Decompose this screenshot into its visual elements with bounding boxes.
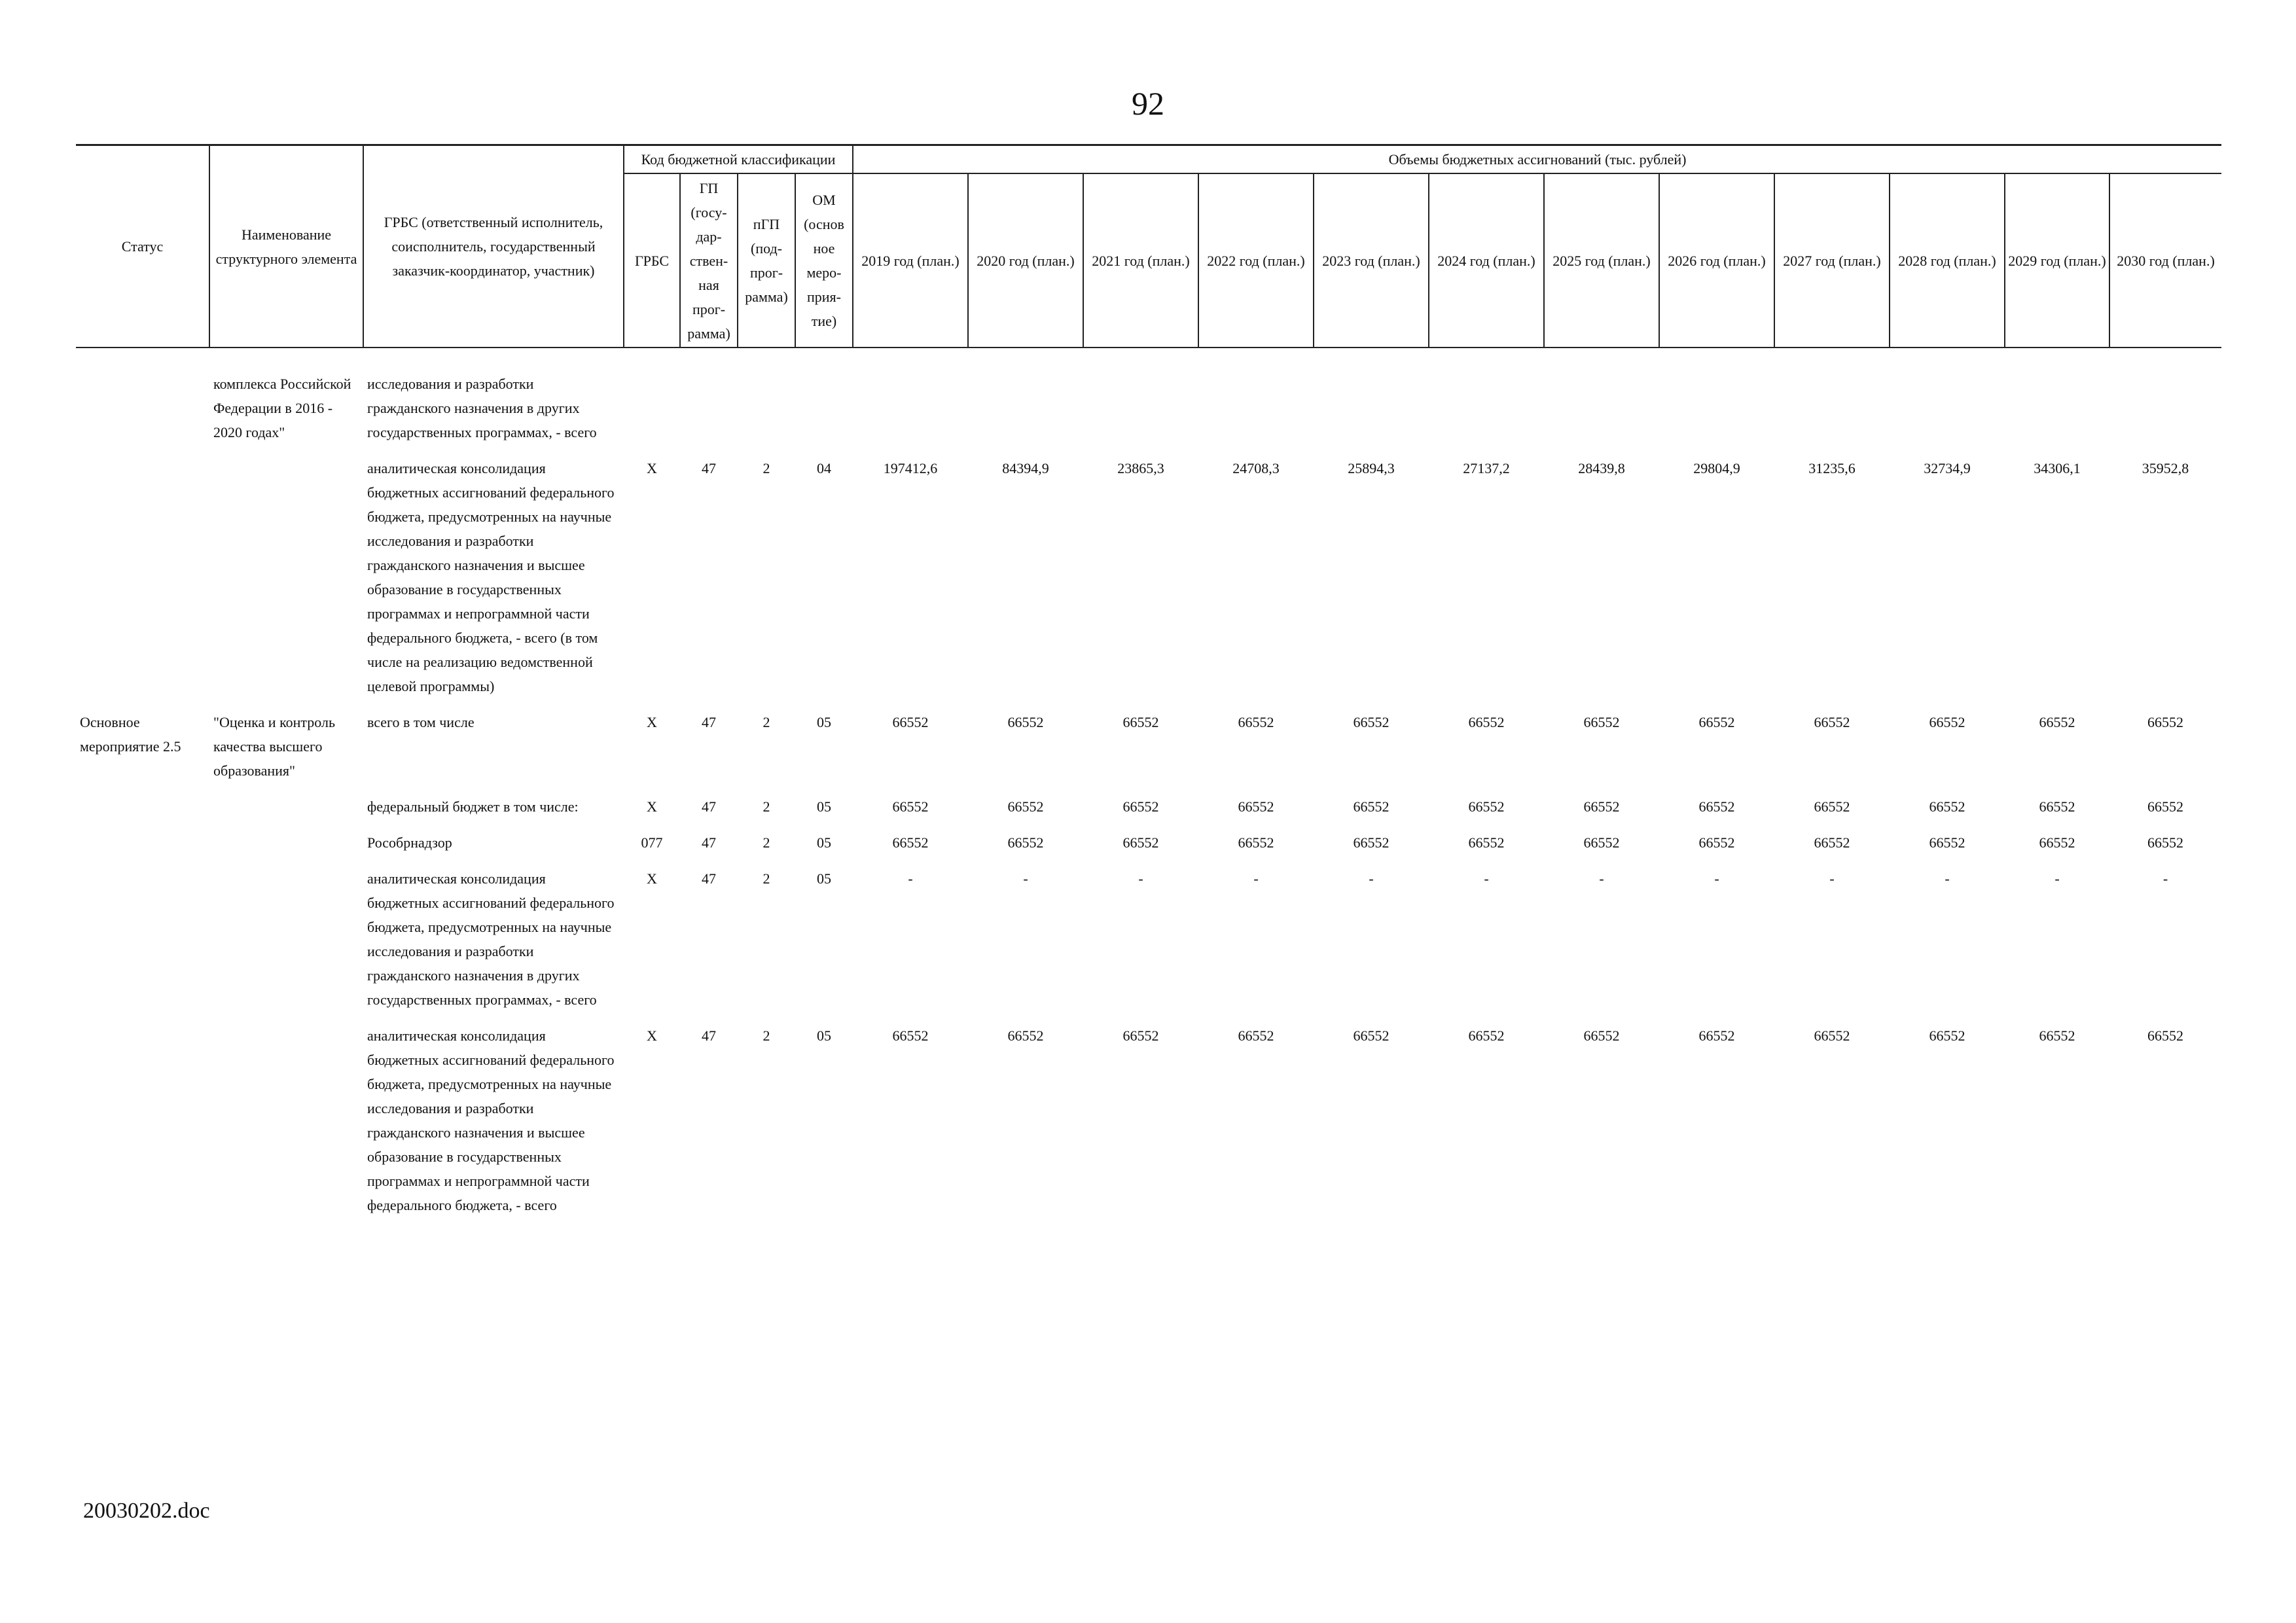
row-value: 31235,6 [1808, 460, 1856, 476]
row-value: 66552 [2039, 798, 2075, 815]
header-year: 2026 год (план.) [1659, 173, 1774, 348]
row-status [76, 830, 209, 866]
header-year: 2029 год (план.) [2005, 173, 2109, 348]
row-value: 66552 [1007, 834, 1044, 851]
row-description: федеральный бюджет в том числе: [367, 798, 579, 815]
row-value: 66552 [892, 1027, 929, 1044]
row-pgp-code: 2 [762, 834, 770, 851]
row-value: 84394,9 [1002, 460, 1049, 476]
row-value: 66552 [1238, 714, 1274, 730]
row-value: 32734,9 [1924, 460, 1971, 476]
row-grbs-code: Х [647, 798, 657, 815]
row-om-code [795, 372, 853, 456]
row-value: 66552 [892, 798, 929, 815]
row-value: 66552 [1353, 1027, 1390, 1044]
row-value: 35952,8 [2142, 460, 2189, 476]
row-value [1083, 372, 1198, 456]
row-value: 66552 [1238, 798, 1274, 815]
row-status [76, 866, 209, 1024]
row-value: 27137,2 [1463, 460, 1510, 476]
row-name [209, 1024, 363, 1229]
row-description: аналитическая консолидация бюджетных ассигнований федерального бюджета, предусмотренных на научные исследования и разработки гражданского назначения и высшее образование в государственных программах и непрограммной части федерального бюджета, - всего [367, 1027, 615, 1213]
row-value: - [1714, 870, 1719, 887]
row-value: 66552 [1814, 798, 1850, 815]
row-value: 66552 [2147, 1027, 2184, 1044]
row-value: 66552 [1583, 714, 1620, 730]
table-row [76, 1024, 2221, 1229]
row-om-code: 05 [817, 798, 831, 815]
row-gp-code: 47 [702, 460, 716, 476]
row-value: 66552 [1353, 714, 1390, 730]
row-value: 66552 [1122, 834, 1159, 851]
row-status [76, 1024, 209, 1229]
row-gp-code: 47 [702, 798, 716, 815]
table-row [76, 830, 2221, 866]
row-value [853, 372, 968, 456]
row-value: 66552 [1698, 714, 1735, 730]
table-row [76, 372, 2221, 456]
row-value: 66552 [1238, 1027, 1274, 1044]
row-value: - [908, 870, 913, 887]
row-gp-code [680, 372, 738, 456]
row-value: 66552 [1814, 834, 1850, 851]
row-grbs-code [624, 372, 680, 456]
header-grbs-desc: ГРБС (ответственный исполнитель, соисполнитель, государственный заказчик-координатор, участник) [363, 145, 624, 348]
row-om-code: 05 [817, 714, 831, 730]
row-gp-code: 47 [702, 714, 716, 730]
row-value [1198, 372, 1314, 456]
table-row [76, 866, 2221, 1024]
row-value: 66552 [1353, 834, 1390, 851]
row-pgp-code: 2 [762, 714, 770, 730]
row-value: - [1253, 870, 1259, 887]
header-year: 2025 год (план.) [1544, 173, 1659, 348]
row-value: 66552 [1122, 714, 1159, 730]
header-volume-group: Объемы бюджетных ассигнований (тыс. рублей) [853, 145, 2221, 174]
row-value: 66552 [1698, 1027, 1735, 1044]
row-value: 24708,3 [1232, 460, 1280, 476]
row-value: - [1599, 870, 1604, 887]
row-value: 66552 [1007, 714, 1044, 730]
row-status [76, 794, 209, 830]
row-grbs-code: Х [647, 714, 657, 730]
row-value: - [1369, 870, 1374, 887]
row-value [968, 372, 1083, 456]
row-value: - [1829, 870, 1835, 887]
row-value: 66552 [892, 834, 929, 851]
row-value: 66552 [1468, 714, 1505, 730]
row-value: 66552 [2039, 1027, 2075, 1044]
row-name [209, 866, 363, 1024]
table-row [76, 794, 2221, 830]
row-pgp-code: 2 [762, 870, 770, 887]
row-value: - [1484, 870, 1489, 887]
header-code-group: Код бюджетной классификации [624, 145, 853, 174]
row-pgp-code: 2 [762, 460, 770, 476]
page-number: 92 [1132, 85, 1164, 122]
row-pgp-code: 2 [762, 1027, 770, 1044]
row-value: 66552 [1814, 1027, 1850, 1044]
row-name [209, 456, 363, 710]
row-value: 66552 [1122, 798, 1159, 815]
row-pgp-code [738, 372, 795, 456]
row-value: 23865,3 [1117, 460, 1164, 476]
row-value: 66552 [892, 714, 929, 730]
row-value [1314, 372, 1429, 456]
footer-filename: 20030202.doc [83, 1499, 210, 1523]
row-value: 66552 [1007, 1027, 1044, 1044]
table-body [76, 372, 2221, 1229]
row-value: 66552 [1007, 798, 1044, 815]
row-value [1544, 372, 1659, 456]
row-value: 66552 [1929, 714, 1965, 730]
row-value: 66552 [1583, 1027, 1620, 1044]
row-value: 66552 [2147, 798, 2184, 815]
header-year: 2027 год (план.) [1774, 173, 1890, 348]
row-value: 29804,9 [1693, 460, 1740, 476]
header-year: 2030 год (план.) [2109, 173, 2221, 348]
row-value [1659, 372, 1774, 456]
row-value [2109, 372, 2221, 456]
row-grbs-code: 077 [641, 834, 663, 851]
row-value: 34306,1 [2034, 460, 2081, 476]
header-om: ОМ (основ ное меро-прия-тие) [795, 173, 853, 348]
row-value: 197412,6 [883, 460, 938, 476]
header-year: 2028 год (план.) [1890, 173, 2005, 348]
header-status: Статус [76, 145, 209, 348]
header-year: 2019 год (план.) [853, 173, 968, 348]
row-value: 66552 [2147, 714, 2184, 730]
row-value [1890, 372, 2005, 456]
header-grbs: ГРБС [624, 173, 680, 348]
row-value: 66552 [2039, 834, 2075, 851]
header-pgp: пГП (под-прог-рамма) [738, 173, 795, 348]
row-value: - [1138, 870, 1143, 887]
row-pgp-code: 2 [762, 798, 770, 815]
row-value: 25894,3 [1348, 460, 1395, 476]
table-row [76, 710, 2221, 794]
row-grbs-code: Х [647, 1027, 657, 1044]
header-year: 2021 год (план.) [1083, 173, 1198, 348]
row-name: "Оценка и контроль качества высшего образования" [213, 714, 336, 779]
row-value [2005, 372, 2109, 456]
row-value: - [1945, 870, 1950, 887]
table-header [76, 145, 2221, 372]
row-value: 66552 [2147, 834, 2184, 851]
row-value [1429, 372, 1544, 456]
row-value: 66552 [1353, 798, 1390, 815]
header-gp: ГП (госу-дар-ствен-ная прог-рамма) [680, 173, 738, 348]
row-status [76, 456, 209, 710]
row-value: 66552 [1468, 1027, 1505, 1044]
row-value: 66552 [1122, 1027, 1159, 1044]
row-description: аналитическая консолидация бюджетных ассигнований федерального бюджета, предусмотренных на научные исследования и разработки гражданского назначения в других государственных программах, - всего [367, 870, 615, 1008]
table-row [76, 456, 2221, 710]
row-value: 66552 [1929, 834, 1965, 851]
row-value: 66552 [1468, 798, 1505, 815]
row-gp-code: 47 [702, 1027, 716, 1044]
row-description: всего в том числе [367, 714, 475, 730]
row-value: 66552 [1929, 1027, 1965, 1044]
row-om-code: 05 [817, 870, 831, 887]
row-value: 66552 [1583, 798, 1620, 815]
row-gp-code: 47 [702, 834, 716, 851]
row-grbs-code: Х [647, 870, 657, 887]
header-name: Наименование структурного элемента [209, 145, 363, 348]
header-year: 2022 год (план.) [1198, 173, 1314, 348]
row-description: аналитическая консолидация бюджетных ассигнований федерального бюджета, предусмотренных на научные исследования и разработки гражданского назначения и высшее образование в государственных программах и непрограммной части федерального бюджета, - всего (в том числе на реализацию ведомственной целевой программы) [367, 460, 615, 694]
row-value: 28439,8 [1578, 460, 1625, 476]
header-year: 2024 год (план.) [1429, 173, 1544, 348]
row-value: 66552 [1814, 714, 1850, 730]
row-value: - [2162, 870, 2168, 887]
row-name [209, 830, 363, 866]
budget-table [76, 144, 2221, 1229]
row-om-code: 05 [817, 834, 831, 851]
row-value [1774, 372, 1890, 456]
row-om-code: 05 [817, 1027, 831, 1044]
header-year: 2023 год (план.) [1314, 173, 1429, 348]
row-value: - [2054, 870, 2060, 887]
row-om-code: 04 [817, 460, 831, 476]
row-value: 66552 [1238, 834, 1274, 851]
row-value: 66552 [1698, 834, 1735, 851]
row-status: Основное мероприятие 2.5 [80, 714, 181, 755]
row-description: Рособрнадзор [367, 834, 452, 851]
row-gp-code: 47 [702, 870, 716, 887]
row-name: комплекса Российской Федерации в 2016 - 2020 годах" [213, 376, 351, 440]
row-name [209, 794, 363, 830]
row-value: 66552 [2039, 714, 2075, 730]
row-value: 66552 [1468, 834, 1505, 851]
row-value: 66552 [1583, 834, 1620, 851]
header-year: 2020 год (план.) [968, 173, 1083, 348]
row-description: исследования и разработки гражданского назначения в других государственных программах, - всего [367, 376, 597, 440]
row-value: 66552 [1698, 798, 1735, 815]
row-status [76, 372, 209, 456]
row-value: 66552 [1929, 798, 1965, 815]
row-value: - [1023, 870, 1028, 887]
row-grbs-code: Х [647, 460, 657, 476]
